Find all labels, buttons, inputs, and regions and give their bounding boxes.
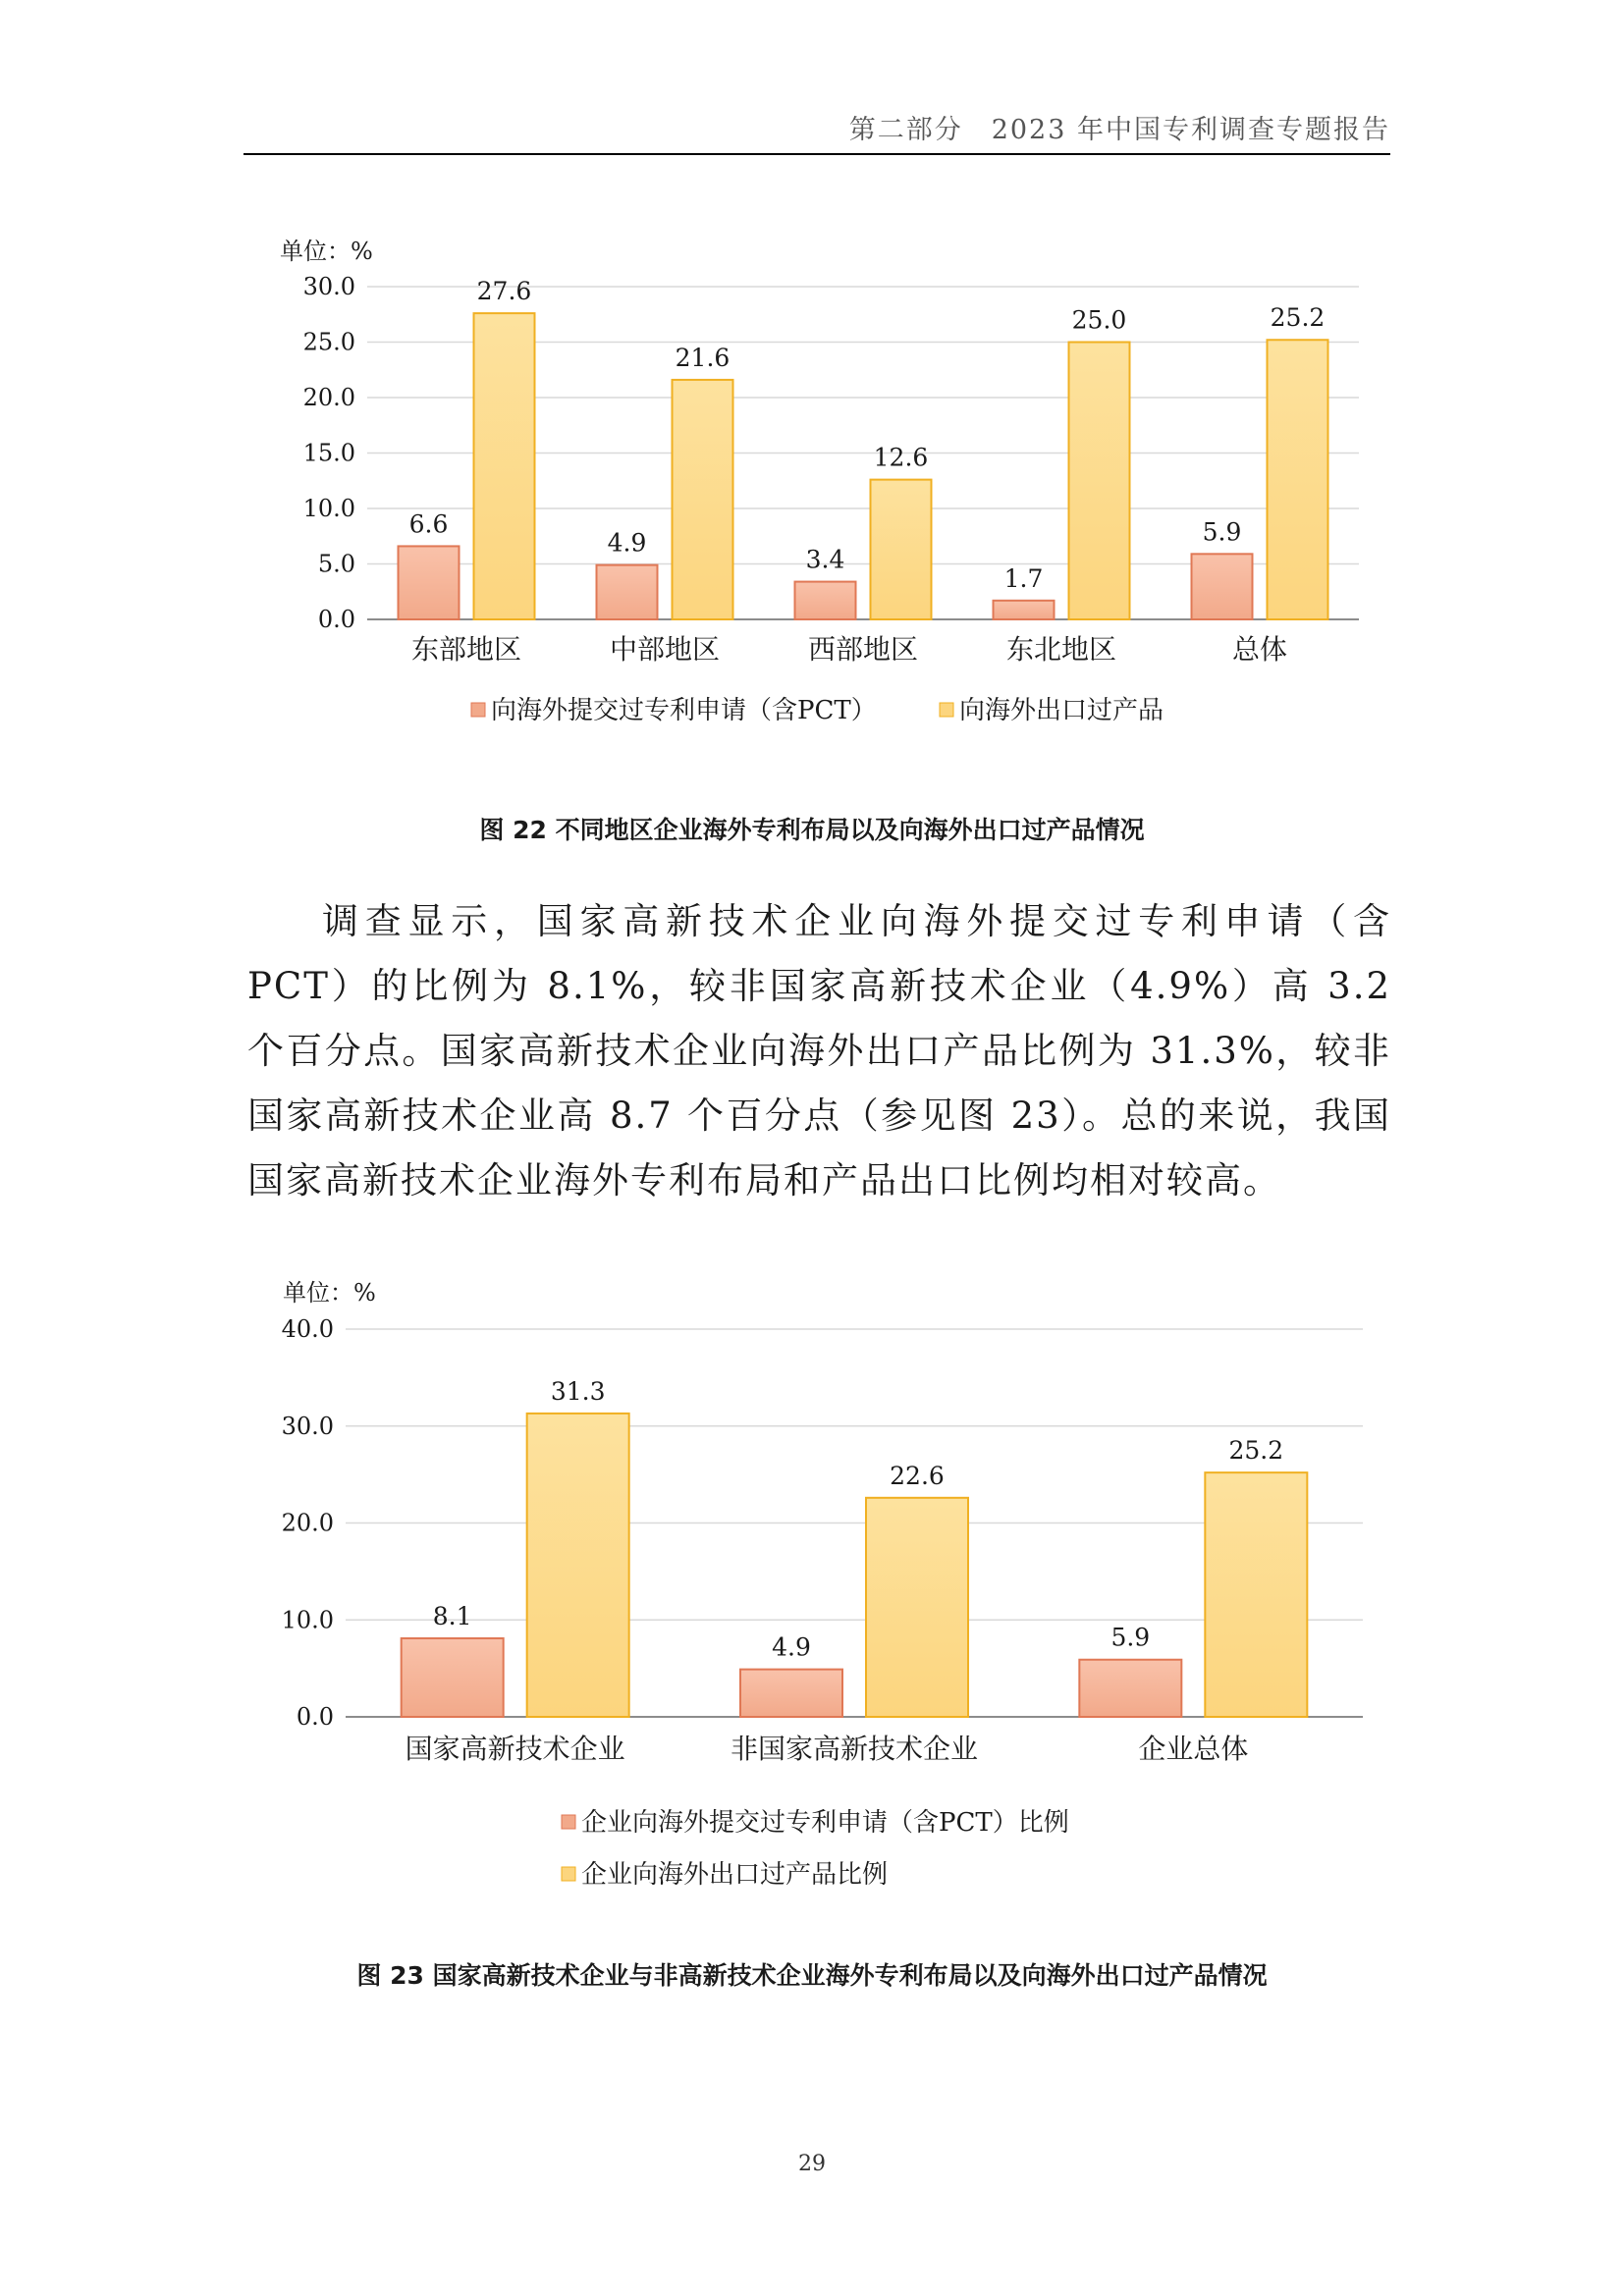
y-tick-label: 20.0: [302, 384, 355, 411]
bar-patent: [1192, 554, 1253, 619]
data-label: 5.9: [1202, 517, 1242, 547]
page-number: 29: [798, 2152, 826, 2176]
figure-22-caption: 图 22 不同地区企业海外专利布局以及向海外出口过产品情况: [479, 816, 1145, 844]
y-tick-label: 30.0: [281, 1412, 334, 1440]
y-tick-label: 10.0: [281, 1606, 334, 1634]
data-label: 4.9: [607, 528, 647, 558]
x-category-label: 东部地区: [410, 633, 522, 666]
bar-export: [673, 380, 733, 619]
y-tick-label: 10.0: [302, 495, 355, 522]
bar-export: [871, 480, 932, 619]
y-tick-label: 15.0: [302, 439, 355, 467]
bar-patent: [740, 1670, 842, 1717]
bar-export: [866, 1498, 968, 1717]
data-label: 27.6: [476, 277, 532, 306]
legend-swatch: [562, 1815, 575, 1829]
bar-export: [527, 1414, 629, 1717]
x-category-label: 中部地区: [609, 633, 721, 666]
data-label: 25.0: [1071, 305, 1127, 335]
bar-export: [474, 313, 535, 619]
x-category-label: 国家高新技术企业: [405, 1733, 625, 1765]
data-label: 22.6: [890, 1461, 945, 1490]
legend-label: 企业向海外提交过专利申请（含PCT）比例: [581, 1808, 1069, 1838]
bar-export: [1205, 1472, 1307, 1717]
legend-label: 向海外出口过产品: [959, 696, 1164, 725]
data-label: 25.2: [1228, 1436, 1284, 1466]
bar-patent: [994, 601, 1055, 619]
unit-label: 单位：%: [283, 1279, 376, 1307]
running-header-title: 第二部分 2023 年中国专利调查专题报告: [848, 115, 1390, 145]
bar-patent: [402, 1638, 504, 1717]
y-tick-label: 5.0: [317, 550, 355, 578]
x-category-label: 总体: [1231, 633, 1288, 666]
data-label: 4.9: [772, 1632, 811, 1662]
bar-export: [1268, 340, 1328, 619]
unit-label: 单位：%: [280, 238, 373, 265]
legend-swatch: [562, 1867, 575, 1881]
data-label: 6.6: [408, 509, 449, 539]
x-category-label: 企业总体: [1138, 1733, 1249, 1765]
data-label: 8.1: [432, 1602, 472, 1631]
data-label: 5.9: [1110, 1623, 1151, 1652]
data-label: 25.2: [1270, 303, 1326, 333]
header-rule: [244, 153, 1390, 155]
y-tick-label: 20.0: [281, 1509, 334, 1537]
legend-label: 企业向海外出口过产品比例: [581, 1860, 889, 1890]
bar-patent: [795, 582, 856, 619]
y-tick-label: 40.0: [281, 1315, 334, 1343]
y-tick-label: 0.0: [317, 606, 355, 633]
y-tick-label: 0.0: [296, 1703, 334, 1731]
data-label: 12.6: [873, 443, 929, 472]
body-paragraph: 调查显示，国家高新技术企业向海外提交过专利申请（含 PCT）的比例为 8.1%，较非国家高新技术企业（4.9%）高 3.2 个百分点。国家高新技术企业向海外出口产品比例为 31.3%，较非国家高新技术企业高 8.7 个百分点（参见图 23）。总的来说，我国国家高新技术企业海外专利布局和产品出口比例均相对较高。: [247, 900, 1391, 1201]
bar-patent: [1079, 1660, 1181, 1717]
data-label: 1.7: [1003, 563, 1044, 593]
legend-swatch: [940, 703, 953, 717]
data-label: 31.3: [550, 1376, 606, 1406]
legend-swatch: [471, 703, 485, 717]
x-category-label: 东北地区: [1005, 633, 1117, 666]
figure-23-chart: [0, 1261, 1624, 1909]
y-tick-label: 30.0: [302, 273, 355, 300]
y-tick-label: 25.0: [302, 328, 355, 356]
data-label: 21.6: [675, 343, 731, 372]
bar-export: [1069, 343, 1130, 620]
x-category-label: 非国家高新技术企业: [730, 1733, 979, 1765]
figure-22-chart: [0, 221, 1624, 751]
legend-label: 向海外提交过专利申请（含PCT）: [491, 696, 877, 725]
x-category-label: 西部地区: [807, 633, 919, 666]
bar-patent: [597, 565, 658, 619]
bar-patent: [399, 546, 460, 619]
data-label: 3.4: [805, 545, 845, 574]
figure-23-caption: 图 23 国家高新技术企业与非高新技术企业海外专利布局以及向海外出口过产品情况: [356, 1961, 1268, 1990]
